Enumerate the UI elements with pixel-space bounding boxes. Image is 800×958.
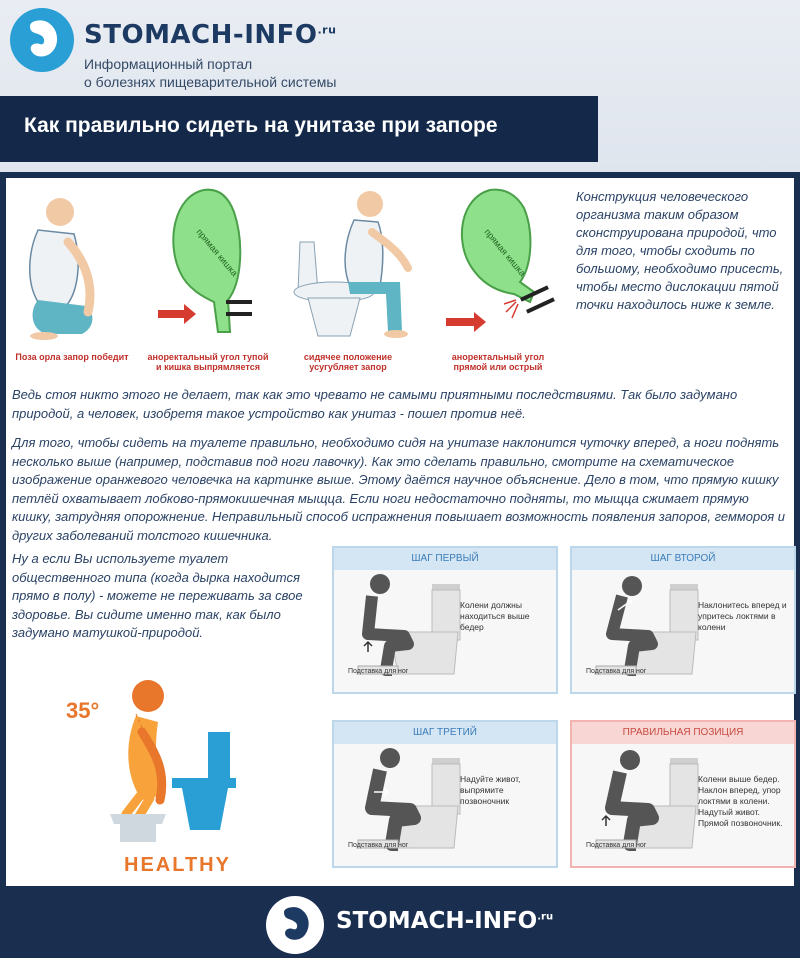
- footer-stomach-logo-icon[interactable]: [266, 896, 324, 954]
- intestine-bent-diagram: [434, 182, 562, 347]
- caption-acute-angle: аноректальный угол прямой или острый: [451, 352, 545, 372]
- step-title: ШАГ ПЕРВЫЙ: [334, 548, 556, 570]
- site-tagline-line-1: Информационный портал: [84, 56, 253, 72]
- step-card-2: [570, 546, 796, 694]
- paragraph-public-toilet: Ну а если Вы используете туалет общественного типа (когда дырка находится прямо в полу) - можете не переживать за свое здоровье. Вы сидите именно так, как было задумано матушкой-природой.: [12, 551, 303, 640]
- intestine-label-2: прямая кишка: [482, 226, 528, 279]
- caption-sitting-worsens: сидячее положение усугубляет запор: [303, 352, 393, 372]
- intestine-straight-diagram: [144, 182, 272, 347]
- toilet-sitting-panel: [284, 182, 412, 378]
- footer-brand[interactable]: STOMACH-$INFO^{.ru}$: [336, 908, 554, 934]
- step-title: ШАГ ВТОРОЙ: [572, 548, 794, 570]
- intestine-straight-panel: [144, 182, 272, 378]
- article-content: [6, 178, 794, 886]
- step-description: Колени выше бедер. Наклон вперед, упор локтями в колени. Надутый живот. Прямой позвоночник.: [698, 774, 783, 828]
- intestine-label-1: прямая кишка: [194, 226, 240, 279]
- step-card-3: [332, 720, 558, 868]
- caption-squatting: Поза орла запор победит: [15, 352, 129, 362]
- paragraph-2: Для того, чтобы сидеть на туалете правильно, необходимо сидя на унитазе наклонится чуточку вперед, а ноги поднять несколько выше (например, подставив под ноги лавочку). Как это сделать правильно, смотрите на схематическое изображение оранжевого человечка на картинке выше. Этому даётся научное объяснение. Дело в том, что прямую кишку петлёй охватывает лобково-прямокишечная мыщца. Если ноги недостаточно подняты, то мыщца сжимает прямую кишку, затрудняя опорожнение. Неправильный способ испражнения повышает возможность появления запоров, геммороя и других заболеваний толстого кишечника.: [12, 435, 785, 543]
- angle-label: 35°: [66, 698, 100, 723]
- page-title: Как правильно сидеть на унитазе при запоре: [24, 114, 498, 137]
- page-title-bar: [0, 96, 598, 162]
- step-description: Надуйте живот, выпрямите позвоночник: [460, 774, 521, 806]
- footstool-label: Подставка для ног: [586, 668, 647, 675]
- caption-obtuse-angle: аноректальный угол тупой и кишка выпрямляется: [147, 352, 269, 372]
- footstool-label: Подставка для ног: [348, 668, 409, 675]
- site-tagline-line-2: о болезнях пищеварительной системы: [84, 74, 337, 90]
- paragraph-1: Ведь стоя никто этого не делает, так как это чревато не самыми приятными последствиями. Так было задумано природой, а человек, изобретя такое устройство как унитаз - пошел против неё.: [12, 387, 738, 421]
- side-paragraph: Конструкция человеческого организма таким образом сконструирована природой, что для того, чтобы сходить по большому, необходимо присесть, чтобы место дислокации пятой точки находилось ниже к земле.: [576, 189, 784, 312]
- step-card-1: [332, 546, 558, 694]
- healthy-posture-figure: [96, 674, 256, 850]
- step-title: ПРАВИЛЬНАЯ ПОЗИЦИЯ: [572, 722, 794, 744]
- posture-illustration: [6, 178, 568, 380]
- step-card-correct: [570, 720, 796, 868]
- footstool-label: Подставка для ног: [348, 842, 409, 849]
- healthy-label: HEALTHY: [124, 854, 231, 876]
- footstool-label: Подставка для ног: [586, 842, 647, 849]
- stomach-logo-icon[interactable]: [10, 8, 74, 72]
- squatting-man-figure: [8, 182, 136, 347]
- toilet-sitting-figure: [284, 182, 424, 347]
- squatting-man-panel: [8, 182, 136, 378]
- intestine-bent-panel: [434, 182, 562, 378]
- step-description: Колени должны находиться выше бедер: [460, 600, 530, 632]
- site-brand[interactable]: STOMACH-$INFO^{.ru}$: [84, 20, 337, 50]
- step-description: Наклонитесь вперед и упритесь локтями в колени: [698, 600, 787, 632]
- step-title: ШАГ ТРЕТИЙ: [334, 722, 556, 744]
